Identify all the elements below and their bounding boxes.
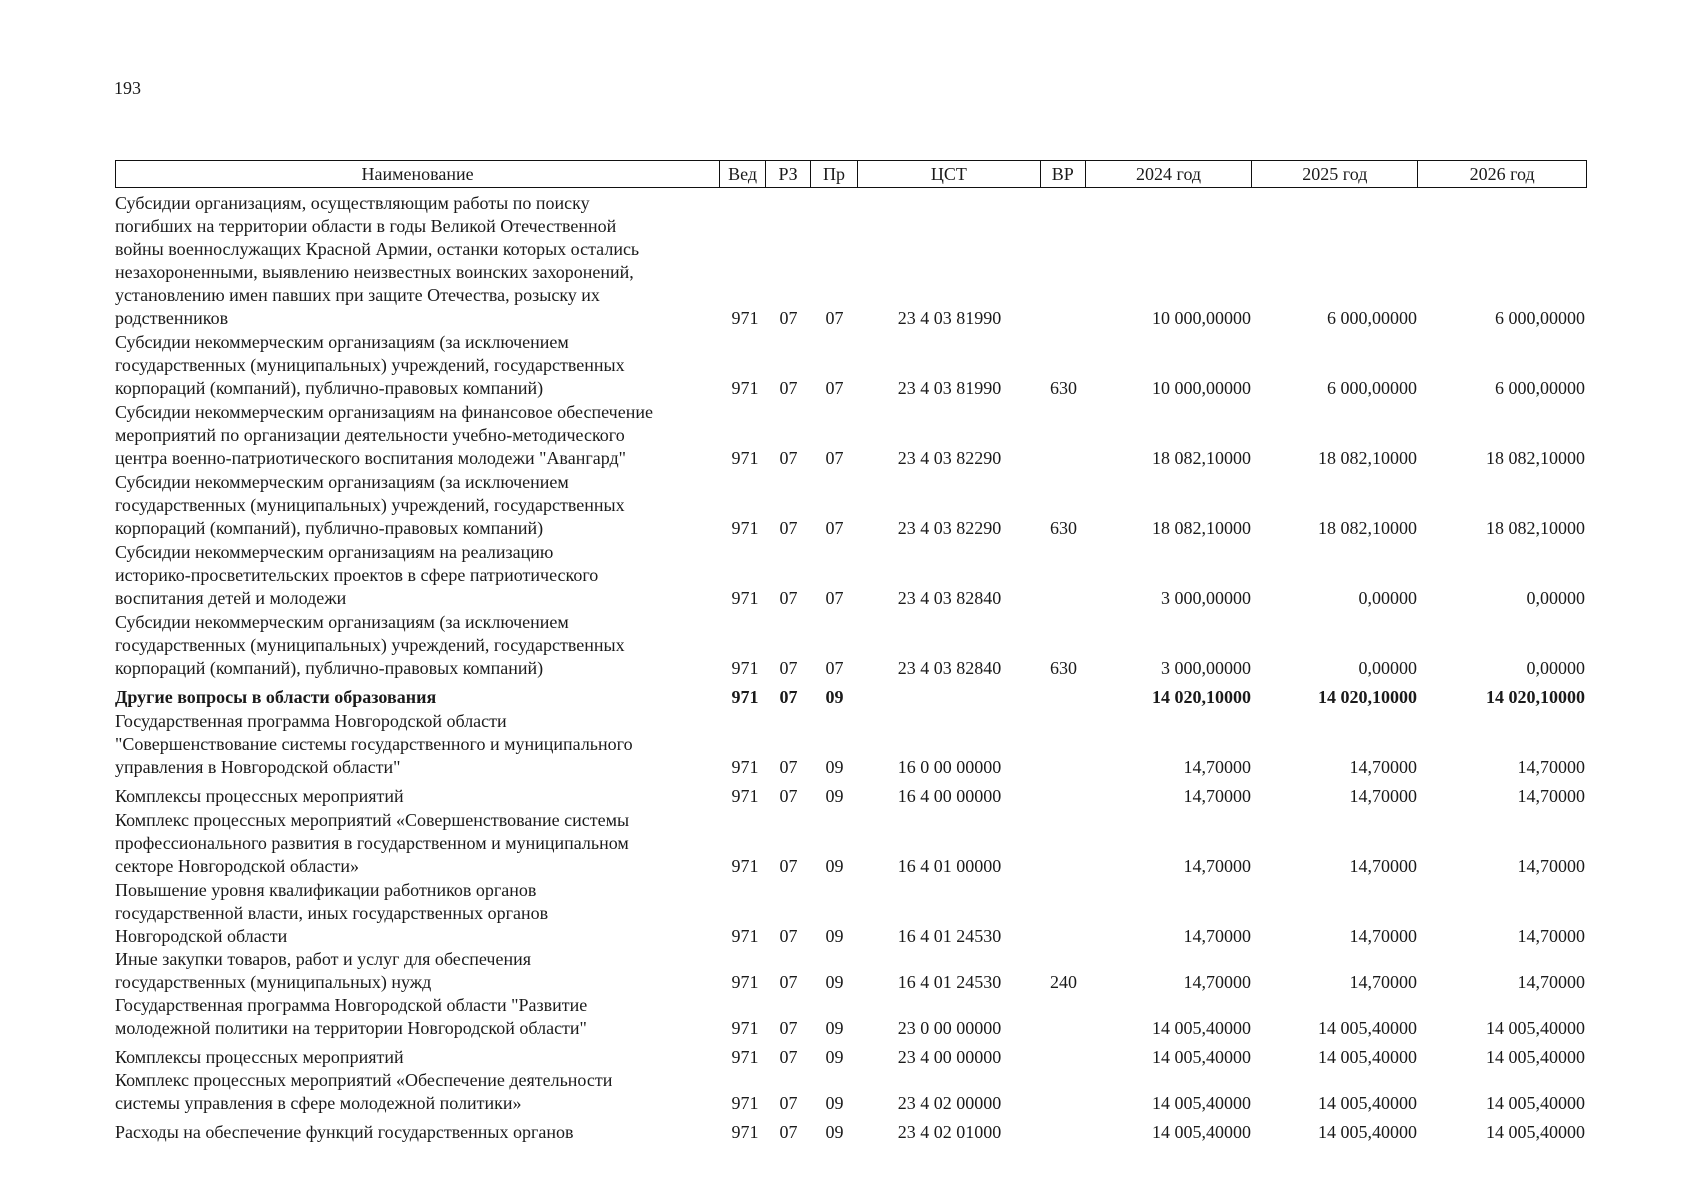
header-cst: ЦСТ	[858, 161, 1041, 187]
row-y2026: 0,00000	[1526, 588, 1585, 608]
row-y2024: 3 000,00000	[1161, 658, 1251, 678]
row-name: Субсидии некоммерческим организациям на финансовое обеспечение мероприятий по организации деятельности учебно-методического центра военно-патриотического воспитания молодежи "Авангард"	[115, 402, 653, 468]
row-ved: 971	[731, 1122, 759, 1142]
row-name: Государственная программа Новгородской области "Совершенствование системы государственного и муниципального управления в Новгородской области"	[115, 711, 633, 777]
row-name: Государственная программа Новгородской области "Развитие молодежной политики на территории Новгородской области"	[115, 995, 588, 1038]
row-pr: 07	[825, 518, 844, 538]
row-cst: 23 4 03 82290	[897, 518, 1002, 538]
row-rz: 07	[779, 1122, 798, 1142]
row-ved: 971	[731, 972, 759, 992]
row-y2024: 14 005,40000	[1152, 1093, 1251, 1113]
row-name: Субсидии организациям, осуществляющим работы по поиску погибших на территории области в годы Великой Отечественной войны военнослужащих Красной Армии, останки которых остались незахороненными, выявлению неизвестных воинских захоронений, установлению имен павших при защите Отечества, розыску их родственников	[115, 193, 640, 328]
header-2025: 2025 год	[1252, 161, 1418, 187]
table-row	[115, 542, 1587, 610]
row-cst: 23 4 03 82290	[897, 448, 1002, 468]
header-pr: Пр	[811, 161, 858, 187]
row-y2024: 14,70000	[1183, 856, 1251, 876]
row-vr: 630	[1050, 658, 1077, 678]
row-pr: 09	[825, 786, 844, 806]
row-y2025: 14,70000	[1349, 856, 1417, 876]
row-y2026: 14,70000	[1517, 972, 1585, 992]
row-cst: 23 4 03 82840	[897, 658, 1002, 678]
row-rz: 07	[779, 448, 798, 468]
row-rz: 07	[779, 757, 798, 777]
row-rz: 07	[779, 1018, 798, 1038]
row-y2025: 14 005,40000	[1318, 1093, 1417, 1113]
table-row	[115, 332, 1587, 400]
row-name: Другие вопросы в области образования	[115, 687, 437, 707]
row-name: Комплекс процессных мероприятий «Обеспечение деятельности системы управления в сфере молодежной политики»	[115, 1070, 613, 1113]
row-name: Субсидии некоммерческим организациям на реализацию историко-просветительских проектов в сфере патриотического воспитания детей и молодежи	[115, 542, 599, 608]
row-y2025: 6 000,00000	[1327, 378, 1417, 398]
row-y2024: 14,70000	[1183, 972, 1251, 992]
row-vr: 630	[1050, 378, 1077, 398]
row-y2025: 14,70000	[1349, 757, 1417, 777]
table-row	[115, 880, 1587, 948]
table-row	[115, 612, 1587, 680]
row-y2024: 14,70000	[1183, 786, 1251, 806]
row-y2025: 18 082,10000	[1318, 518, 1417, 538]
row-y2025: 14,70000	[1349, 972, 1417, 992]
row-pr: 09	[825, 972, 844, 992]
row-y2026: 18 082,10000	[1486, 518, 1585, 538]
row-y2024: 14,70000	[1183, 757, 1251, 777]
row-y2024: 14,70000	[1183, 926, 1251, 946]
table-row	[115, 472, 1587, 540]
row-rz: 07	[779, 1047, 798, 1067]
row-pr: 09	[825, 1093, 844, 1113]
row-y2025: 14 005,40000	[1318, 1047, 1417, 1067]
row-rz: 07	[779, 658, 798, 678]
table-row	[115, 810, 1587, 878]
row-y2024: 3 000,00000	[1161, 588, 1251, 608]
row-vr: 630	[1050, 518, 1077, 538]
row-cst: 23 4 00 00000	[897, 1047, 1002, 1067]
row-vr: 240	[1050, 972, 1077, 992]
row-pr: 07	[825, 308, 844, 328]
row-cst: 16 4 00 00000	[897, 786, 1002, 806]
row-y2026: 14,70000	[1517, 856, 1585, 876]
row-y2026: 0,00000	[1526, 658, 1585, 678]
header-rz: РЗ	[766, 161, 811, 187]
row-name: Иные закупки товаров, работ и услуг для обеспечения государственных (муниципальных) нужд	[115, 949, 531, 992]
row-ved: 971	[731, 1093, 759, 1113]
row-y2025: 14,70000	[1349, 926, 1417, 946]
row-y2025: 6 000,00000	[1327, 308, 1417, 328]
row-ved: 971	[731, 856, 759, 876]
row-name: Комплексы процессных мероприятий	[115, 1047, 404, 1067]
table-row	[115, 686, 1587, 709]
header-2024: 2024 год	[1086, 161, 1253, 187]
row-y2026: 14,70000	[1517, 757, 1585, 777]
row-pr: 07	[825, 448, 844, 468]
row-y2026: 14 020,10000	[1486, 687, 1585, 707]
row-y2024: 18 082,10000	[1152, 448, 1251, 468]
header-name: Наименование	[116, 161, 720, 187]
row-ved: 971	[731, 926, 759, 946]
row-y2026: 6 000,00000	[1495, 308, 1585, 328]
row-pr: 09	[825, 926, 844, 946]
row-rz: 07	[779, 687, 798, 707]
row-y2025: 0,00000	[1358, 588, 1417, 608]
row-cst: 23 4 03 82840	[897, 588, 1002, 608]
row-y2026: 14 005,40000	[1486, 1093, 1585, 1113]
row-cst: 16 4 01 00000	[897, 856, 1002, 876]
row-y2024: 10 000,00000	[1152, 378, 1251, 398]
row-cst: 23 4 03 81990	[897, 308, 1002, 328]
row-y2024: 14 005,40000	[1152, 1047, 1251, 1067]
row-cst: 16 0 00 00000	[897, 757, 1002, 777]
row-ved: 971	[731, 308, 759, 328]
row-pr: 07	[825, 658, 844, 678]
row-y2026: 14,70000	[1517, 926, 1585, 946]
row-y2024: 18 082,10000	[1152, 518, 1251, 538]
row-pr: 09	[825, 1018, 844, 1038]
row-cst: 16 4 01 24530	[897, 972, 1002, 992]
row-ved: 971	[731, 1018, 759, 1038]
page-number: 193	[114, 78, 141, 98]
table-row	[115, 949, 1587, 994]
table-row	[115, 785, 1587, 808]
row-pr: 09	[825, 856, 844, 876]
row-rz: 07	[779, 856, 798, 876]
row-y2024: 14 020,10000	[1152, 687, 1251, 707]
row-y2026: 14 005,40000	[1486, 1122, 1585, 1142]
row-pr: 07	[825, 588, 844, 608]
row-pr: 07	[825, 378, 844, 398]
row-cst: 23 0 00 00000	[897, 1018, 1002, 1038]
row-y2026: 14 005,40000	[1486, 1047, 1585, 1067]
row-pr: 09	[825, 687, 844, 707]
row-y2024: 10 000,00000	[1152, 308, 1251, 328]
table-row	[115, 193, 1587, 330]
row-y2025: 14 005,40000	[1318, 1122, 1417, 1142]
table-row	[115, 1121, 1587, 1144]
row-name: Расходы на обеспечение функций государственных органов	[115, 1122, 574, 1142]
row-name: Субсидии некоммерческим организациям (за исключением государственных (муниципальных) учреждений, государственных корпораций (компаний), публично-правовых компаний)	[115, 612, 625, 678]
row-name: Повышение уровня квалификации работников органов государственной власти, иных государственных органов Новгородской области	[115, 880, 549, 946]
row-rz: 07	[779, 518, 798, 538]
table-row	[115, 995, 1587, 1040]
row-ved: 971	[731, 687, 759, 707]
row-y2024: 14 005,40000	[1152, 1122, 1251, 1142]
row-ved: 971	[731, 786, 759, 806]
row-y2025: 14,70000	[1349, 786, 1417, 806]
row-y2026: 18 082,10000	[1486, 448, 1585, 468]
row-rz: 07	[779, 1093, 798, 1113]
row-ved: 971	[731, 378, 759, 398]
row-y2025: 18 082,10000	[1318, 448, 1417, 468]
row-y2026: 14,70000	[1517, 786, 1585, 806]
row-cst: 23 4 03 81990	[897, 378, 1002, 398]
row-cst: 16 4 01 24530	[897, 926, 1002, 946]
row-y2025: 14 005,40000	[1318, 1018, 1417, 1038]
row-name: Комплексы процессных мероприятий	[115, 786, 404, 806]
row-cst: 23 4 02 00000	[897, 1093, 1002, 1113]
row-name: Субсидии некоммерческим организациям (за исключением государственных (муниципальных) учреждений, государственных корпораций (компаний), публично-правовых компаний)	[115, 332, 625, 398]
row-ved: 971	[731, 448, 759, 468]
row-y2026: 6 000,00000	[1495, 378, 1585, 398]
header-ved: Вед	[720, 161, 766, 187]
row-rz: 07	[779, 786, 798, 806]
table-row	[115, 402, 1587, 470]
table-row	[115, 1046, 1587, 1069]
header-vr: ВР	[1041, 161, 1086, 187]
row-ved: 971	[731, 757, 759, 777]
row-ved: 971	[731, 658, 759, 678]
row-pr: 09	[825, 757, 844, 777]
row-name: Комплекс процессных мероприятий «Совершенствование системы профессионального развития в государственном и муниципальном секторе Новгородской области»	[115, 810, 630, 876]
row-pr: 09	[825, 1122, 844, 1142]
row-rz: 07	[779, 972, 798, 992]
row-name: Субсидии некоммерческим организациям (за исключением государственных (муниципальных) учреждений, государственных корпораций (компаний), публично-правовых компаний)	[115, 472, 625, 538]
row-y2024: 14 005,40000	[1152, 1018, 1251, 1038]
row-y2026: 14 005,40000	[1486, 1018, 1585, 1038]
row-pr: 09	[825, 1047, 844, 1067]
table-row	[115, 1070, 1587, 1115]
row-rz: 07	[779, 378, 798, 398]
row-rz: 07	[779, 308, 798, 328]
row-ved: 971	[731, 588, 759, 608]
row-rz: 07	[779, 926, 798, 946]
row-ved: 971	[731, 518, 759, 538]
table-row	[115, 711, 1587, 779]
row-y2025: 14 020,10000	[1318, 687, 1417, 707]
row-ved: 971	[731, 1047, 759, 1067]
row-y2025: 0,00000	[1358, 658, 1417, 678]
row-cst: 23 4 02 01000	[897, 1122, 1002, 1142]
header-2026: 2026 год	[1469, 163, 1535, 184]
row-rz: 07	[779, 588, 798, 608]
